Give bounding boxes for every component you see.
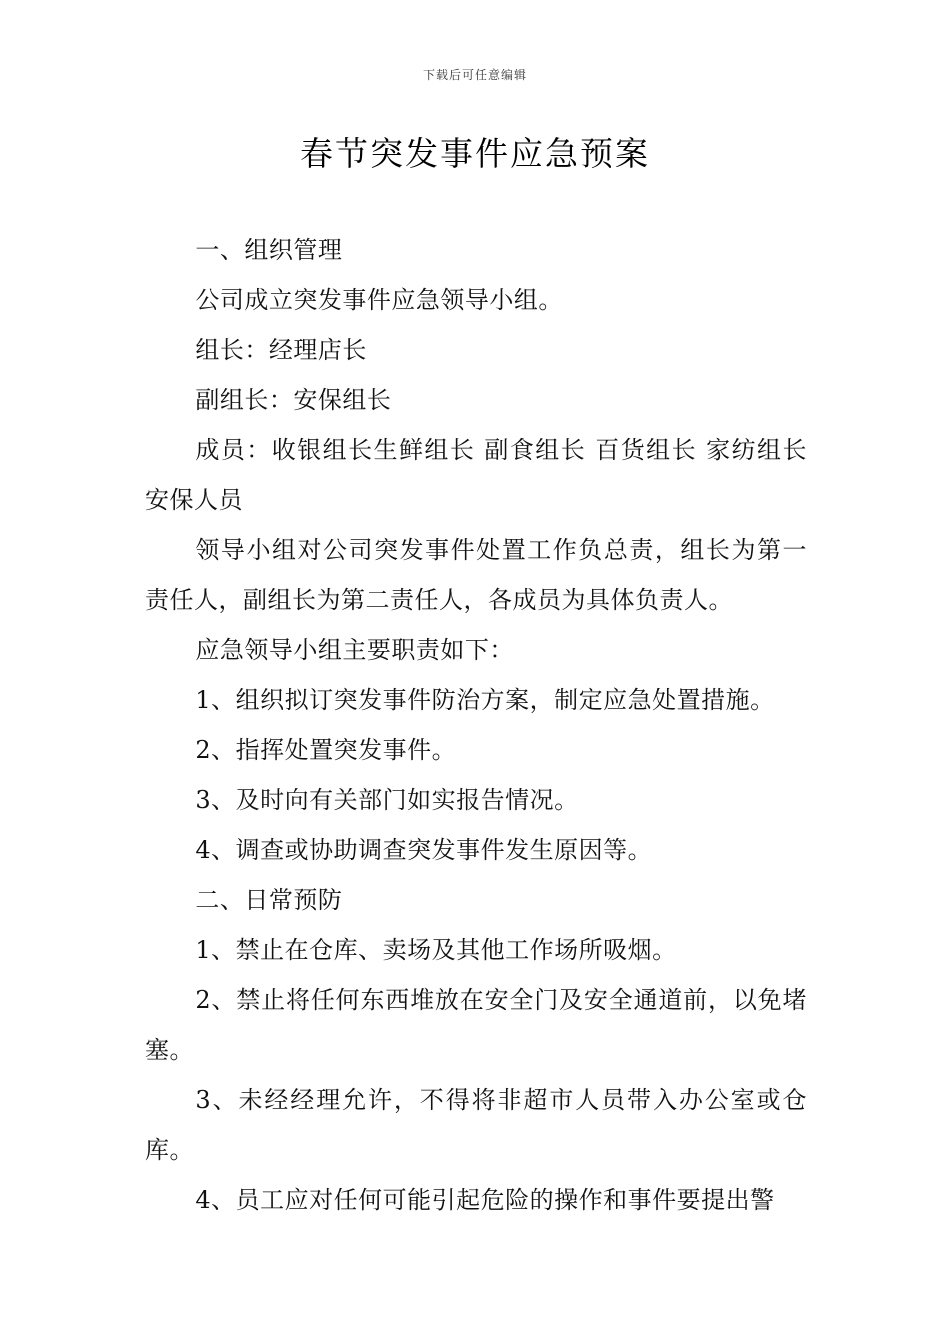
list-item-duty-4: 4、调查或协助调查突发事件发生原因等。 [195,836,653,864]
section-heading-prevention: 二、日常预防 [195,886,343,914]
paragraph-leadership-group: 公司成立突发事件应急领导小组。 [195,286,563,314]
paragraph-duties-intro: 应急领导小组主要职责如下： [195,636,514,664]
list-item-prevention-2: 2、禁止将任何东西堆放在安全门及安全通道前，以免堵塞。 [145,986,807,1064]
list-item-duty-2: 2、指挥处置突发事件。 [195,736,457,764]
list-item-prevention-3: 3、未经经理允许，不得将非超市人员带入办公室或仓库。 [145,1086,807,1164]
paragraph-members: 成员：收银组长生鲜组长 副食组长 百货组长 家纺组长 安保人员 [145,436,807,514]
section-heading-organization: 一、组织管理 [195,236,343,264]
paragraph-group-leader: 组长：经理店长 [195,336,367,364]
list-item-prevention-4: 4、员工应对任何可能引起危险的操作和事件要提出警 [195,1186,775,1214]
paragraph-deputy-leader: 副组长：安保组长 [195,386,392,414]
list-item-duty-1: 1、组织拟订突发事件防治方案，制定应急处置措施。 [195,686,775,714]
header-note: 下载后可任意编辑 [422,68,527,82]
document-title: 春节突发事件应急预案 [300,134,650,173]
list-item-duty-3: 3、及时向有关部门如实报告情况。 [195,786,579,814]
list-item-prevention-1: 1、禁止在仓库、卖场及其他工作场所吸烟。 [195,936,677,964]
paragraph-responsibility: 领导小组对公司突发事件处置工作负总责，组长为第一责任人，副组长为第二责任人，各成员为具体负责人。 [145,536,807,614]
document-body [145,225,807,1225]
